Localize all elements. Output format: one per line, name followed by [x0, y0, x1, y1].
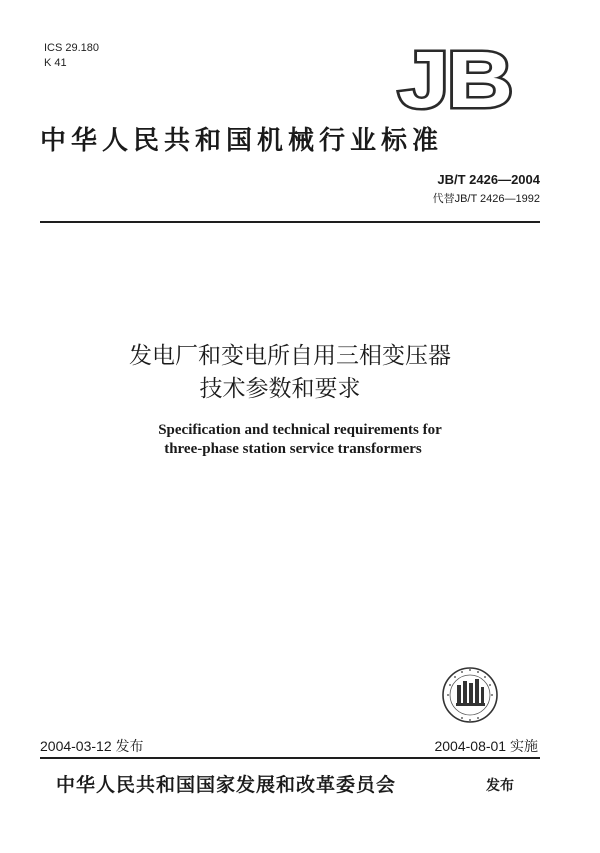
top-divider — [40, 221, 540, 223]
chinese-title-line-1: 发电厂和变电所自用三相变压器 — [129, 343, 451, 369]
classification-code: K 41 — [44, 57, 67, 69]
english-title-line-2: three-phase station service transformers — [164, 441, 422, 457]
standard-number: JB/T 2426—2004 — [437, 172, 540, 187]
bottom-divider — [40, 757, 540, 759]
jb-logo: JB — [398, 35, 512, 124]
effective-date: 2004-08-01 实施 — [434, 738, 538, 754]
english-title-line-1: Specification and technical requirements for — [158, 422, 442, 438]
ics-code: ICS 29.180 — [44, 42, 100, 54]
org-title: 中华人民共和国机械行业标准 — [40, 126, 444, 156]
issue-date: 2004-03-12 发布 — [40, 738, 144, 754]
issuer-publish-label: 发布 — [486, 778, 514, 794]
issuing-authority: 中华人民共和国国家发展和改革委员会 — [56, 774, 397, 796]
publisher-emblem-icon — [440, 665, 500, 725]
chinese-title-line-2: 技术参数和要求 — [199, 376, 361, 402]
standard-replaces: 代替JB/T 2426—1992 — [432, 193, 540, 205]
